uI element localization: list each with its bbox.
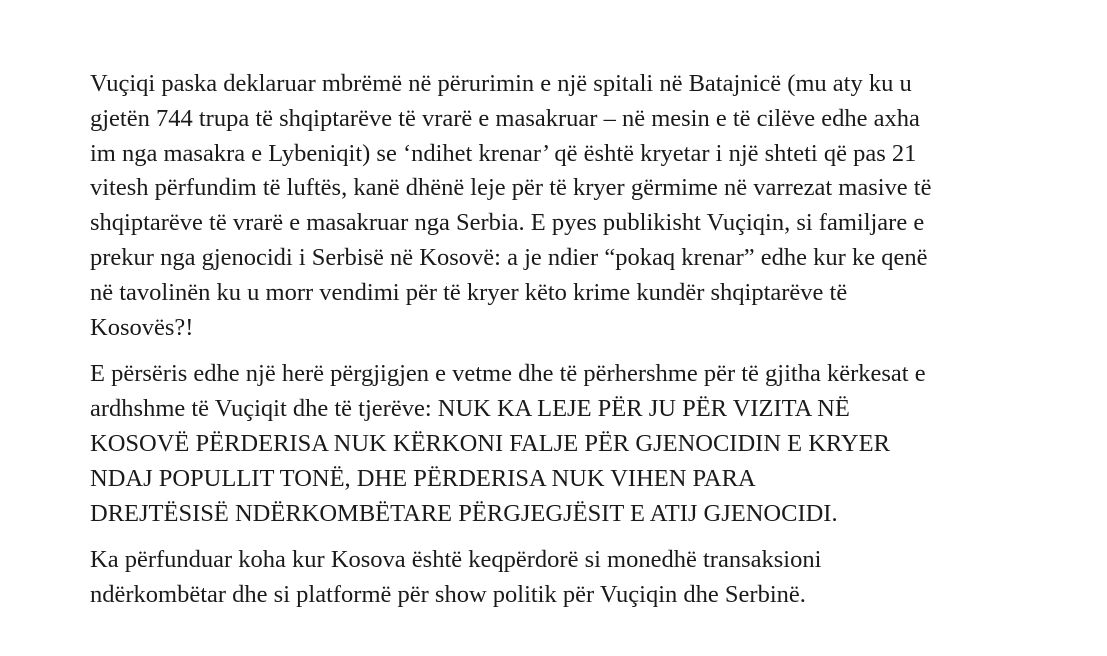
paragraph-2 <box>90 357 1050 531</box>
text-line: ardhshme të Vuçiqit dhe të tjerëve: NUK KA LEJE PËR JU PËR VIZITA NË <box>90 395 850 423</box>
text-line: Kosovës?! <box>90 313 194 341</box>
text-line: Ka përfunduar koha kur Kosova është keqpërdorë si monedhë transaksioni <box>90 546 822 574</box>
text-line: NDAJ POPULLIT TONË, DHE PËRDERISA NUK VIHEN PARA <box>90 464 756 492</box>
text-line: gjetën 744 trupa të shqiptarëve të vrarë e masakruar – në mesin e të cilëve edhe axha <box>90 104 920 132</box>
text-line: vitesh përfundim të luftës, kanë dhënë leje për të kryer gërmime në varrezat masive të <box>90 174 932 202</box>
text-line: E përsëris edhe një herë përgjigjen e vetme dhe të përhershme për të gjitha kërkesat e <box>90 360 926 388</box>
text-line: KOSOVË PËRDERISA NUK KËRKONI FALJE PËR GJENOCIDIN E KRYER <box>90 429 890 457</box>
text-line: ndërkombëtar dhe si platformë për show politik për Vuçiqin dhe Serbinë. <box>90 581 806 609</box>
text-line: prekur nga gjenocidi i Serbisë në Kosovë: a je ndier “pokaq krenar” edhe kur ke qenë <box>90 243 928 271</box>
paragraph-3 <box>90 543 1050 613</box>
text-line: shqiptarëve të vrarë e masakruar nga Serbia. E pyes publikisht Vuçiqin, si familjare e <box>90 209 925 237</box>
text-line: im nga masakra e Lybeniqit) se ‘ndihet krenar’ që është kryetar i një shteti që pas 21 <box>90 139 917 167</box>
paragraph-1 <box>90 67 1050 345</box>
text-line: DREJTËSISË NDËRKOMBËTARE PËRGJEGJËSIT E ATIJ GJENOCIDI. <box>90 499 838 527</box>
text-line: në tavolinën ku u morr vendimi për të kryer këto krime kundër shqiptarëve të <box>90 278 848 306</box>
document-body <box>90 67 1050 625</box>
text-line: Vuçiqi paska deklaruar mbrëmë në përurimin e një spitali në Batajnicë (mu aty ku u <box>90 70 912 97</box>
